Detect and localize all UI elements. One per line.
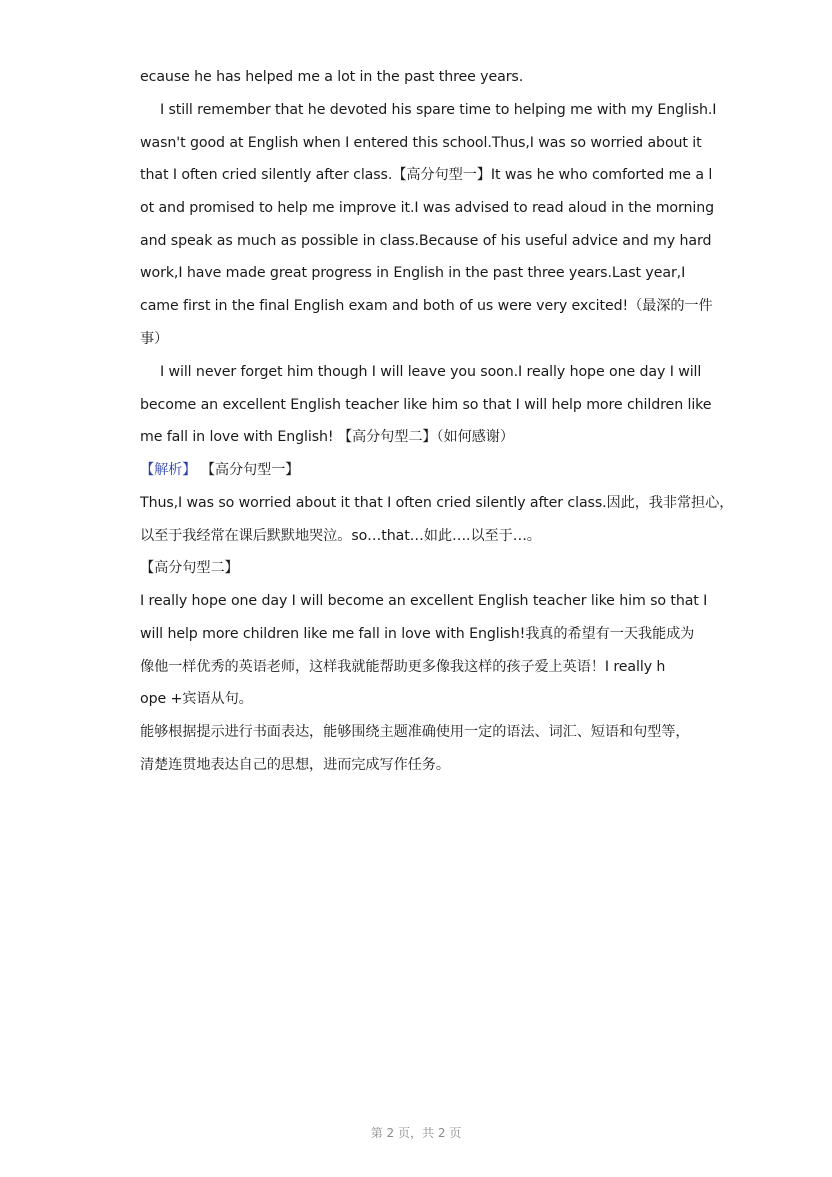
essay-line: work,I have made great progress in English in the past three years.Last year,I <box>140 265 686 281</box>
essay-line: I will never forget him though I will leave you soon.I really hope one day I will <box>160 364 702 380</box>
sentence-pattern-heading-2: 【高分句型二】 <box>140 560 239 576</box>
summary-line: 清楚连贯地表达自己的思想，进而完成写作任务。 <box>140 757 450 773</box>
sentence-pattern-heading-1: 【高分句型一】 <box>200 462 300 478</box>
essay-line: me fall in love with English! 【高分句型二】（如何感谢） <box>140 429 514 445</box>
analysis-line: will help more children like me fall in love with English!我真的希望有一天我能成为 <box>140 626 695 642</box>
summary-line: 能够根据提示进行书面表达，能够围绕主题准确使用一定的语法、词汇、短语和句型等， <box>140 724 690 740</box>
page-indicator: 第 2 页，共 2 页 <box>370 1126 462 1140</box>
essay-line: and speak as much as possible in class.Because of his useful advice and my hard <box>140 233 712 249</box>
essay-line: ot and promised to help me improve it.I was advised to read aloud in the morning <box>140 200 715 216</box>
analysis-line: Thus,I was so worried about it that I often cried silently after class.因此，我非常担心， <box>140 495 734 511</box>
essay-line: came first in the final English exam and both of us were very excited!（最深的一件 <box>140 298 713 314</box>
analysis-tag: 【解析】 <box>140 462 197 478</box>
essay-line: wasn't good at English when I entered this school.Thus,I was so worried about it <box>140 135 702 151</box>
analysis-heading <box>140 460 299 480</box>
essay-line: become an excellent English teacher like him so that I will help more children like <box>140 397 712 413</box>
analysis-line: 以至于我经常在课后默默地哭泣。so…that…如此….以至于…。 <box>140 528 541 544</box>
analysis-line: 像他一样优秀的英语老师，这样我就能帮助更多像我这样的孩子爱上英语！I really h <box>140 659 666 675</box>
analysis-line: ope +宾语从句。 <box>140 691 253 707</box>
essay-line: that I often cried silently after class.【高分句型一】It was he who comforted me a l <box>140 167 713 183</box>
essay-line: 事） <box>140 331 169 347</box>
essay-line: ecause he has helped me a lot in the past three years. <box>140 69 524 85</box>
analysis-line: I really hope one day I will become an excellent English teacher like him so that I <box>140 593 708 609</box>
essay-line: I still remember that he devoted his spare time to helping me with my English.I <box>160 102 717 118</box>
